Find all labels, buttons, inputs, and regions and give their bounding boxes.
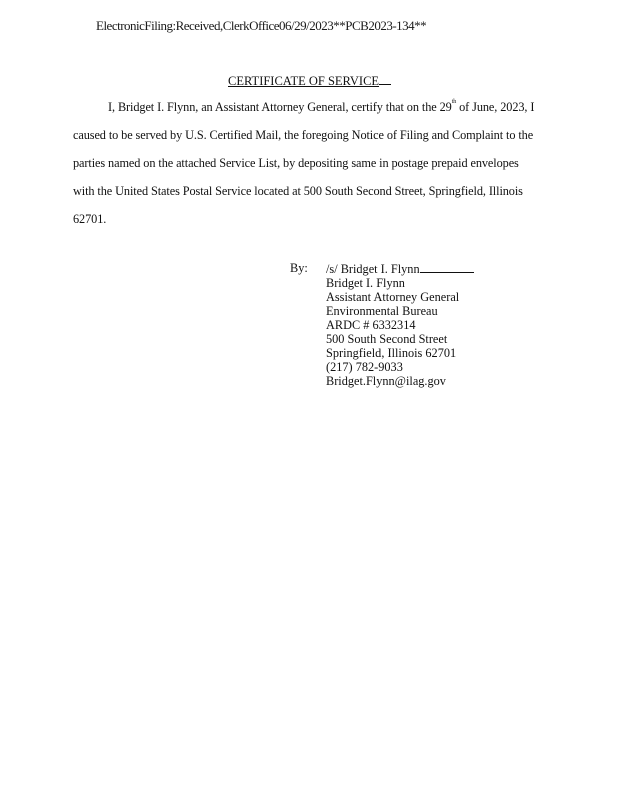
body-line-4: with the United States Postal Service located at 500 South Second Street, Springfield, Illinois (73, 184, 523, 198)
signer-email: Bridget.Flynn@ilag.gov (326, 374, 446, 388)
signature-rule (420, 261, 474, 273)
signature-block (326, 261, 474, 388)
body-line-1 (108, 100, 534, 115)
signer-city: Springfield, Illinois 62701 (326, 346, 457, 360)
ordinal-suffix: th (451, 99, 457, 105)
electronic-signature: /s/ Bridget I. Flynn (326, 262, 420, 276)
body-line-1-post: of June, 2023, I (456, 100, 535, 114)
title-text: CERTIFICATE OF SERVICE (228, 74, 380, 88)
signer-role: Assistant Attorney General (326, 290, 460, 304)
body-line-2: caused to be served by U.S. Certified Mail, the foregoing Notice of Filing and Complaint to the (73, 128, 534, 142)
filing-stamp: ElectronicFiling:Received,ClerkOffice06/29/2023**PCB2023-134** (96, 18, 427, 33)
document-title (228, 73, 391, 89)
by-label: By: (290, 261, 308, 275)
body-line-5: 62701. (73, 212, 107, 226)
body-line-3: parties named on the attached Service List, by depositing same in postage prepaid envelopes (73, 156, 519, 170)
signature-line (326, 261, 474, 276)
body-line-1-pre: I, Bridget I. Flynn, an Assistant Attorney General, certify that on the 29 (108, 100, 452, 114)
signer-street: 500 South Second Street (326, 332, 448, 346)
signer-ardc: ARDC # 6332314 (326, 318, 416, 332)
signer-name: Bridget I. Flynn (326, 276, 405, 290)
signer-phone: (217) 782-9033 (326, 360, 403, 374)
signer-bureau: Environmental Bureau (326, 304, 438, 318)
title-trailing-rule (379, 73, 391, 85)
